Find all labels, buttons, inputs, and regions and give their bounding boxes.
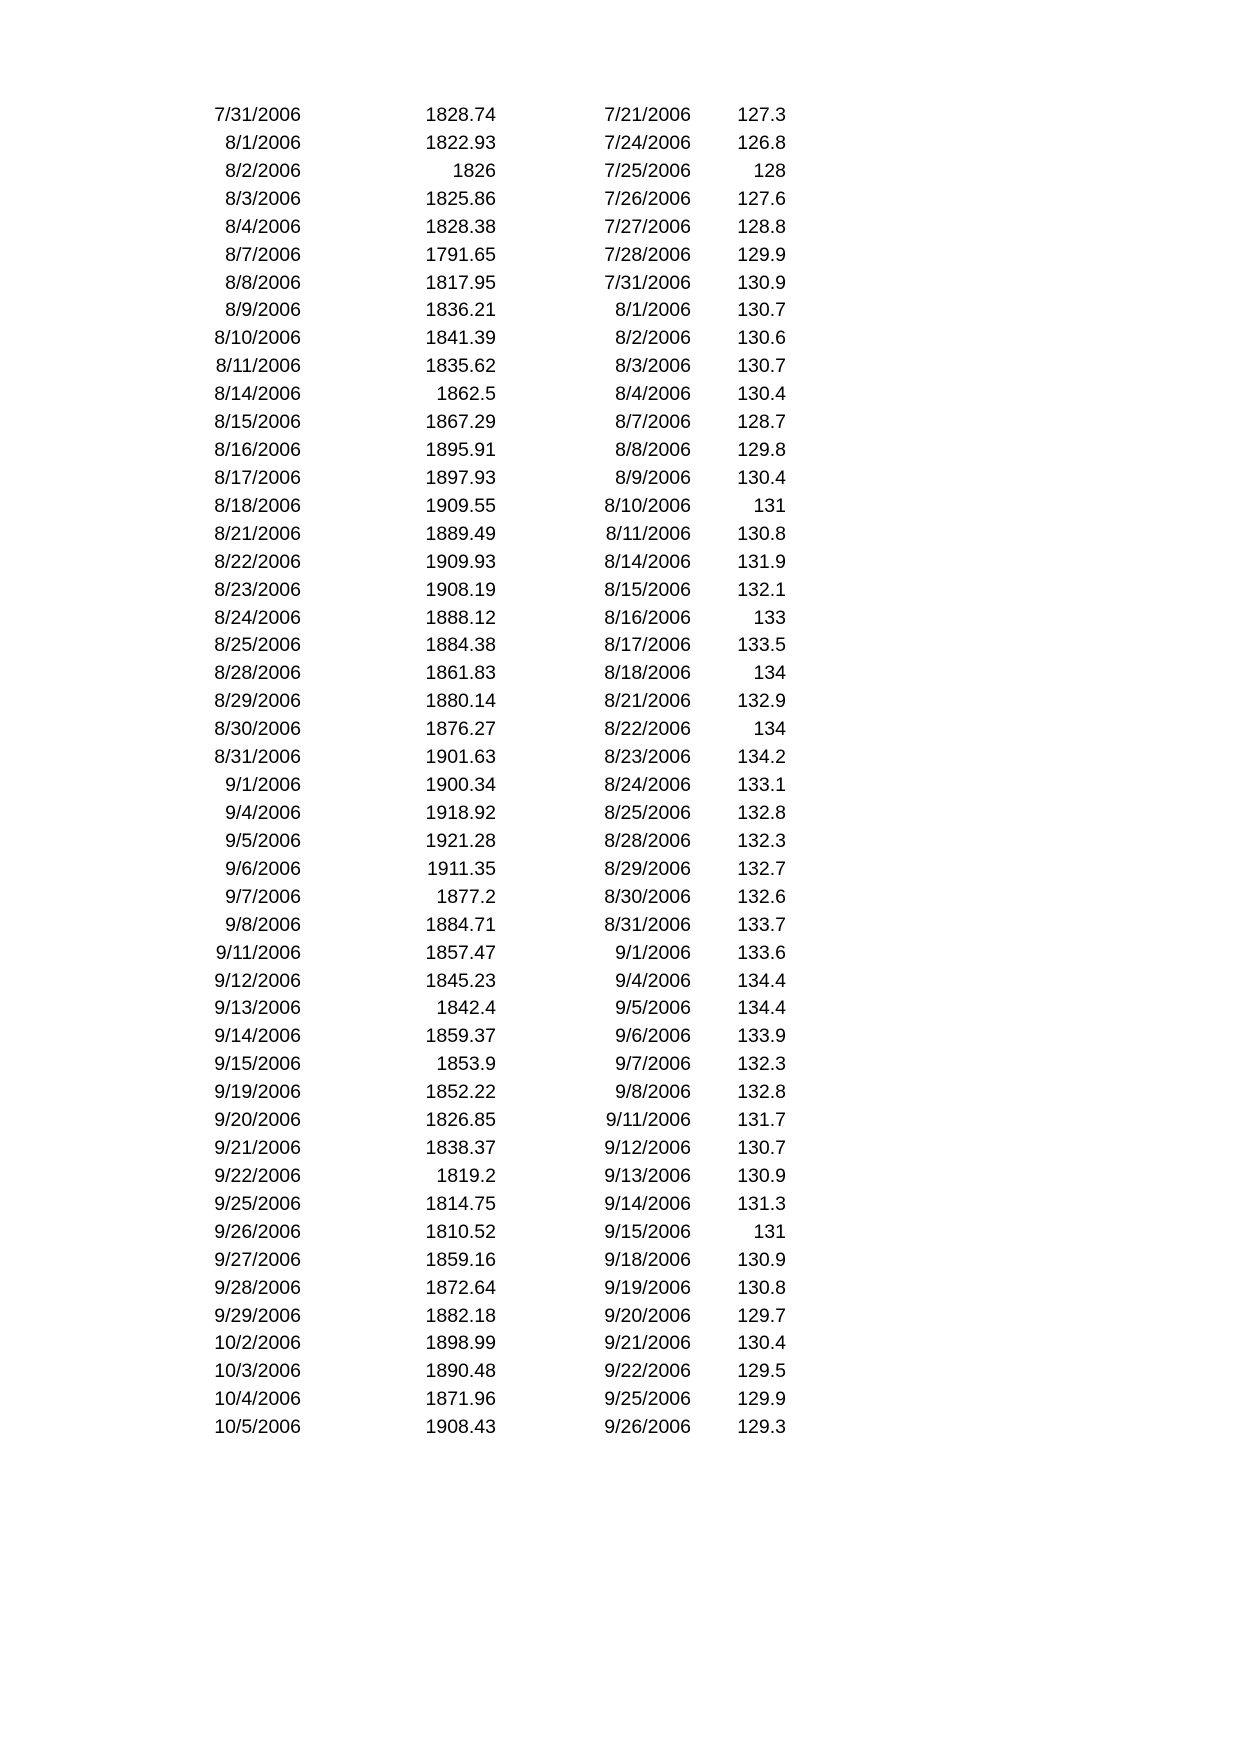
date-b-cell: 8/31/2006 [604,913,691,936]
table-row [0,994,1241,1022]
value-b-cell: 134 [753,662,786,685]
value-a-cell: 1836.21 [425,299,496,322]
value-a-cell: 1838.37 [425,1137,496,1160]
value-a-cell: 1810.52 [425,1220,496,1243]
date-b-cell: 8/14/2006 [604,550,691,573]
table-row [0,269,1241,297]
table-row [0,296,1241,324]
value-b-cell: 134.2 [737,746,786,769]
date-a-cell: 8/4/2006 [225,215,301,238]
date-a-cell: 9/6/2006 [225,857,301,880]
table-row [0,939,1241,967]
table-row [0,1106,1241,1134]
date-b-cell: 8/7/2006 [615,411,691,434]
value-a-cell: 1890.48 [425,1360,496,1383]
value-a-cell: 1817.95 [425,271,496,294]
date-a-cell: 8/15/2006 [214,411,301,434]
date-b-cell: 8/11/2006 [605,522,691,545]
date-b-cell: 8/22/2006 [604,718,691,741]
table-row [0,213,1241,241]
date-a-cell: 8/16/2006 [214,439,301,462]
date-a-cell: 9/4/2006 [225,802,301,824]
date-b-cell: 8/16/2006 [604,606,691,629]
value-a-cell: 1897.93 [425,466,496,489]
value-b-cell: 134 [753,718,786,741]
table-row [0,659,1241,687]
date-b-cell: 9/7/2006 [615,1053,691,1076]
value-a-cell: 1882.18 [425,1304,496,1327]
value-b-cell: 132.9 [737,690,786,713]
value-a-cell: 1853.9 [436,1053,496,1076]
date-a-cell: 7/31/2006 [214,104,301,126]
date-a-cell: 9/27/2006 [214,1248,301,1271]
date-a-cell: 8/17/2006 [214,466,301,489]
value-a-cell: 1889.49 [425,522,496,545]
value-a-cell: 1900.34 [425,774,496,797]
date-b-cell: 7/24/2006 [604,131,691,154]
table-row [0,883,1241,911]
value-a-cell: 1909.55 [425,494,496,517]
date-b-cell: 7/21/2006 [604,104,691,126]
value-a-cell: 1898.99 [425,1332,496,1355]
table-row [0,631,1241,659]
value-a-cell: 1828.38 [425,215,496,238]
date-a-cell: 8/9/2006 [225,299,301,322]
table-row [0,241,1241,269]
date-a-cell: 9/13/2006 [214,997,301,1020]
date-a-cell: 8/23/2006 [214,578,301,601]
value-b-cell: 130.6 [737,327,786,350]
date-a-cell: 9/20/2006 [214,1109,301,1132]
date-a-cell: 9/28/2006 [214,1276,301,1299]
value-b-cell: 129.9 [737,243,786,266]
table-row [0,492,1241,520]
value-b-cell: 127.6 [737,187,786,210]
date-a-cell: 8/28/2006 [214,662,301,685]
value-b-cell: 131.7 [737,1109,786,1132]
table-row [0,157,1241,185]
value-b-cell: 129.8 [737,439,786,462]
date-a-cell: 9/14/2006 [214,1025,301,1048]
value-a-cell: 1791.65 [425,243,496,266]
table-row [0,1357,1241,1385]
table-row [0,1413,1241,1441]
table-row [0,1218,1241,1246]
value-b-cell: 130.4 [737,383,786,406]
value-a-cell: 1852.22 [425,1081,496,1104]
date-b-cell: 7/28/2006 [604,243,691,266]
table-row [0,380,1241,408]
date-a-cell: 8/1/2006 [225,131,301,154]
value-b-cell: 134.4 [737,969,786,992]
date-a-cell: 8/18/2006 [214,494,301,517]
table-row [0,1050,1241,1078]
date-a-cell: 8/7/2006 [225,243,301,266]
table-row [0,464,1241,492]
value-b-cell: 130.7 [737,355,786,378]
table-row [0,548,1241,576]
value-a-cell: 1825.86 [425,187,496,210]
value-a-cell: 1911.35 [426,857,496,880]
date-b-cell: 8/30/2006 [604,885,691,908]
table-row [0,129,1241,157]
value-b-cell: 129.7 [737,1304,786,1327]
table-row [0,743,1241,771]
date-a-cell: 9/5/2006 [225,829,301,852]
value-b-cell: 130.9 [737,1164,786,1187]
value-b-cell: 130.8 [737,1276,786,1299]
value-a-cell: 1888.12 [425,606,496,629]
date-b-cell: 9/18/2006 [604,1248,691,1271]
value-a-cell: 1909.93 [425,550,496,573]
date-a-cell: 9/29/2006 [214,1304,301,1327]
value-b-cell: 131 [753,1220,786,1243]
value-b-cell: 133 [753,606,786,629]
date-b-cell: 9/12/2006 [604,1137,691,1160]
date-b-cell: 9/21/2006 [604,1332,691,1355]
value-b-cell: 133.1 [737,774,786,797]
value-b-cell: 132.3 [737,829,786,852]
date-b-cell: 7/27/2006 [604,215,691,238]
value-a-cell: 1814.75 [425,1192,496,1215]
value-b-cell: 133.6 [737,941,786,964]
value-a-cell: 1876.27 [425,718,496,741]
value-a-cell: 1861.83 [425,662,496,685]
date-b-cell: 9/1/2006 [615,941,691,964]
date-b-cell: 8/28/2006 [604,829,691,852]
date-b-cell: 9/22/2006 [604,1360,691,1383]
date-a-cell: 10/4/2006 [214,1388,301,1411]
value-a-cell: 1918.92 [425,802,496,824]
date-b-cell: 8/8/2006 [615,439,691,462]
value-a-cell: 1826 [452,159,496,182]
table-row [0,604,1241,632]
date-b-cell: 8/1/2006 [615,299,691,322]
date-b-cell: 9/13/2006 [604,1164,691,1187]
value-a-cell: 1845.23 [425,969,496,992]
value-b-cell: 133.9 [737,1025,786,1048]
date-b-cell: 8/3/2006 [615,355,691,378]
date-a-cell: 8/30/2006 [214,718,301,741]
value-a-cell: 1872.64 [425,1276,496,1299]
value-a-cell: 1835.62 [425,355,496,378]
value-a-cell: 1880.14 [425,690,496,713]
date-b-cell: 9/20/2006 [604,1304,691,1327]
date-a-cell: 9/19/2006 [214,1081,301,1104]
table-row [0,185,1241,213]
table-row [0,855,1241,883]
date-a-cell: 8/21/2006 [214,522,301,545]
date-a-cell: 8/25/2006 [214,634,301,657]
value-b-cell: 132.6 [737,885,786,908]
value-a-cell: 1921.28 [425,829,496,852]
table-row [0,911,1241,939]
value-b-cell: 128.8 [737,215,786,238]
date-b-cell: 9/26/2006 [604,1416,691,1439]
date-a-cell: 8/22/2006 [214,550,301,573]
value-a-cell: 1895.91 [425,439,496,462]
value-a-cell: 1822.93 [425,131,496,154]
date-b-cell: 7/31/2006 [604,271,691,294]
value-a-cell: 1828.74 [425,104,496,126]
table-row [0,715,1241,743]
date-a-cell: 9/11/2006 [215,941,301,964]
value-a-cell: 1867.29 [425,411,496,434]
date-b-cell: 9/5/2006 [615,997,691,1020]
date-b-cell: 8/2/2006 [615,327,691,350]
value-b-cell: 130.9 [737,271,786,294]
date-b-cell: 8/17/2006 [604,634,691,657]
table-row [0,1078,1241,1106]
date-a-cell: 9/8/2006 [225,913,301,936]
date-b-cell: 8/18/2006 [604,662,691,685]
value-b-cell: 129.5 [737,1360,786,1383]
date-b-cell: 8/15/2006 [604,578,691,601]
table-row [0,1134,1241,1162]
value-b-cell: 133.5 [737,634,786,657]
date-a-cell: 9/21/2006 [214,1137,301,1160]
date-b-cell: 8/24/2006 [604,774,691,797]
table-row [0,101,1241,129]
date-a-cell: 10/5/2006 [214,1416,301,1439]
value-b-cell: 129.3 [737,1416,786,1439]
date-b-cell: 8/4/2006 [615,383,691,406]
date-b-cell: 8/9/2006 [615,466,691,489]
date-a-cell: 8/14/2006 [214,383,301,406]
value-a-cell: 1901.63 [425,746,496,769]
value-a-cell: 1884.38 [425,634,496,657]
value-b-cell: 128.7 [737,411,786,434]
date-b-cell: 9/4/2006 [615,969,691,992]
value-b-cell: 132.1 [737,578,786,601]
date-b-cell: 7/25/2006 [604,159,691,182]
value-b-cell: 128 [753,159,786,182]
date-b-cell: 9/14/2006 [604,1192,691,1215]
table-row [0,1302,1241,1330]
value-a-cell: 1862.5 [436,383,496,406]
table-row [0,324,1241,352]
value-b-cell: 129.9 [737,1388,786,1411]
table-row [0,1385,1241,1413]
date-b-cell: 7/26/2006 [604,187,691,210]
date-b-cell: 9/6/2006 [615,1025,691,1048]
value-a-cell: 1871.96 [425,1388,496,1411]
value-a-cell: 1842.4 [436,997,496,1020]
value-a-cell: 1826.85 [425,1109,496,1132]
value-b-cell: 130.8 [737,522,786,545]
table-row [0,799,1241,827]
value-b-cell: 132.8 [737,802,786,824]
date-a-cell: 10/2/2006 [214,1332,301,1355]
table-row [0,967,1241,995]
date-b-cell: 9/8/2006 [615,1081,691,1104]
date-a-cell: 8/2/2006 [225,159,301,182]
value-b-cell: 134.4 [737,997,786,1020]
value-a-cell: 1859.37 [425,1025,496,1048]
table-row [0,1190,1241,1218]
date-a-cell: 9/15/2006 [214,1053,301,1076]
table-row [0,687,1241,715]
value-b-cell: 132.3 [737,1053,786,1076]
date-a-cell: 9/25/2006 [214,1192,301,1215]
date-a-cell: 8/24/2006 [214,606,301,629]
table-row [0,352,1241,380]
value-b-cell: 132.7 [737,857,786,880]
date-a-cell: 9/22/2006 [214,1164,301,1187]
date-b-cell: 8/25/2006 [604,802,691,824]
value-b-cell: 130.4 [737,466,786,489]
date-a-cell: 9/12/2006 [214,969,301,992]
date-b-cell: 9/11/2006 [605,1109,691,1132]
table-row [0,1274,1241,1302]
table-row [0,408,1241,436]
value-b-cell: 133.7 [737,913,786,936]
value-b-cell: 130.4 [737,1332,786,1355]
date-a-cell: 9/1/2006 [225,774,301,797]
value-b-cell: 131.9 [737,550,786,573]
table-row [0,436,1241,464]
value-a-cell: 1841.39 [425,327,496,350]
value-b-cell: 130.7 [737,1137,786,1160]
date-b-cell: 9/19/2006 [604,1276,691,1299]
table-row [0,1329,1241,1357]
value-a-cell: 1908.43 [425,1416,496,1439]
table-row [0,771,1241,799]
table-row [0,827,1241,855]
date-a-cell: 8/8/2006 [225,271,301,294]
value-a-cell: 1877.2 [436,885,496,908]
date-a-cell: 8/11/2006 [215,355,301,378]
value-a-cell: 1908.19 [425,578,496,601]
value-b-cell: 130.7 [737,299,786,322]
date-a-cell: 8/3/2006 [225,187,301,210]
date-a-cell: 8/31/2006 [214,746,301,769]
date-b-cell: 8/23/2006 [604,746,691,769]
value-b-cell: 131 [753,494,786,517]
table-row [0,1022,1241,1050]
date-a-cell: 9/7/2006 [225,885,301,908]
value-b-cell: 126.8 [737,131,786,154]
table-row [0,520,1241,548]
date-b-cell: 8/29/2006 [604,857,691,880]
date-a-cell: 8/29/2006 [214,690,301,713]
table-row [0,576,1241,604]
value-b-cell: 131.3 [737,1192,786,1215]
date-b-cell: 8/21/2006 [604,690,691,713]
date-b-cell: 8/10/2006 [604,494,691,517]
value-a-cell: 1859.16 [425,1248,496,1271]
table-row [0,1162,1241,1190]
date-b-cell: 9/15/2006 [604,1220,691,1243]
value-b-cell: 132.8 [737,1081,786,1104]
value-a-cell: 1857.47 [425,941,496,964]
value-a-cell: 1819.2 [436,1164,496,1187]
date-a-cell: 9/26/2006 [214,1220,301,1243]
value-b-cell: 130.9 [737,1248,786,1271]
table-row [0,1246,1241,1274]
date-b-cell: 9/25/2006 [604,1388,691,1411]
date-a-cell: 8/10/2006 [214,327,301,350]
value-b-cell: 127.3 [737,104,786,126]
date-a-cell: 10/3/2006 [214,1360,301,1383]
value-a-cell: 1884.71 [425,913,496,936]
